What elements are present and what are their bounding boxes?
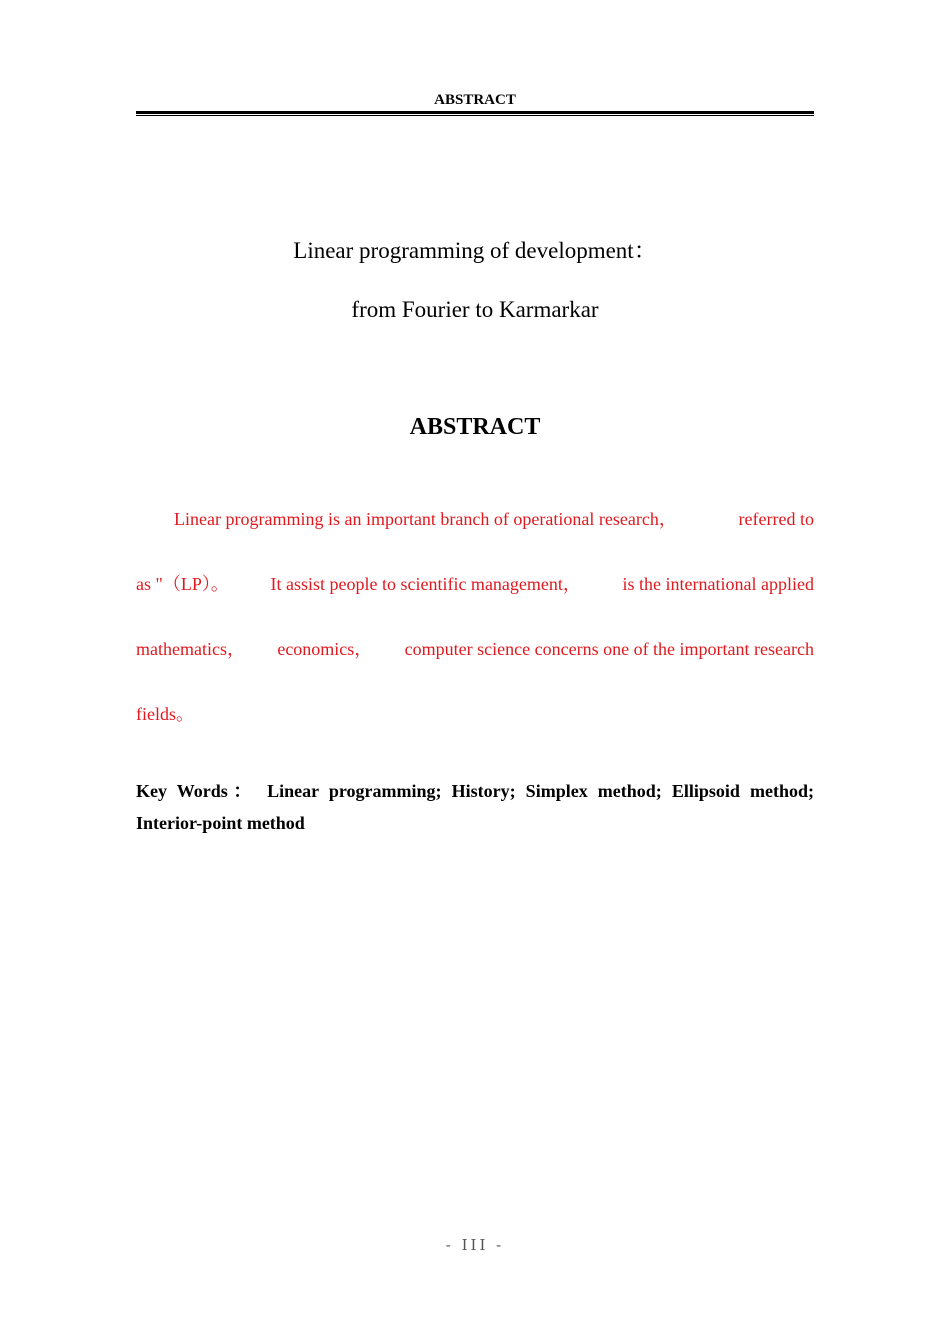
abstract-segment: as "（LP）。	[136, 574, 229, 594]
abstract-segment: referred to	[738, 509, 814, 529]
abstract-segment: mathematics，	[136, 639, 245, 659]
abstract-line	[136, 573, 814, 595]
page-number: - III -	[445, 1236, 505, 1254]
header-rule-thin	[136, 115, 814, 116]
paper-title-line-1: Linear programming of development：	[293, 238, 657, 263]
running-header: ABSTRACT	[434, 92, 516, 108]
paper-title-line-2: from Fourier to Karmarkar	[351, 297, 599, 322]
abstract-line	[136, 508, 814, 530]
keywords-label: Key Words：	[136, 781, 257, 801]
keywords	[136, 775, 814, 839]
abstract-line	[136, 638, 814, 660]
abstract-segment: Linear programming is an important branch of operational research，	[174, 509, 677, 529]
abstract-line	[136, 703, 814, 725]
abstract-segment: is the international applied	[622, 574, 814, 594]
keywords-text: Linear programming; History; Simplex method; Ellipsoid method; Interior-point method	[136, 781, 815, 833]
header-rule-thick	[136, 111, 814, 114]
abstract-segment: It assist people to scientific management，	[270, 574, 581, 594]
abstract-segment: economics，	[277, 639, 373, 659]
abstract-heading: ABSTRACT	[409, 414, 541, 440]
abstract-segment: computer science concerns one of the important research	[404, 639, 814, 659]
abstract-segment: fields。	[136, 704, 194, 724]
